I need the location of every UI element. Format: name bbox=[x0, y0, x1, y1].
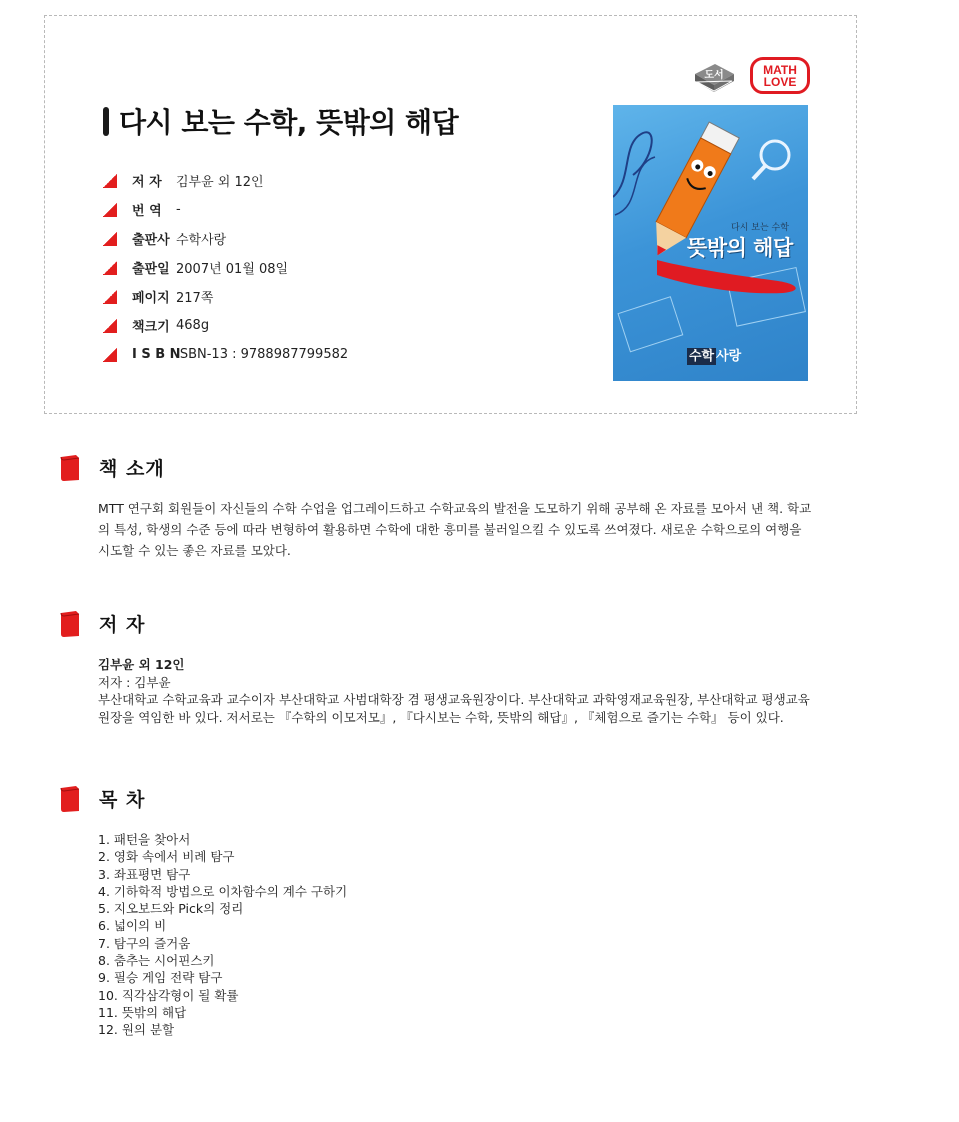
meta-row-date bbox=[103, 253, 348, 282]
red-book-icon bbox=[59, 611, 81, 637]
cover-publisher bbox=[687, 345, 741, 364]
title-bar bbox=[103, 107, 109, 136]
red-triangle-bullet-icon bbox=[103, 203, 117, 217]
red-book-icon bbox=[59, 786, 81, 812]
toc-item: 2. 영화 속에서 비례 탐구 bbox=[98, 849, 235, 865]
toc-list bbox=[98, 831, 347, 1039]
cover-title: 뜻밖의 해답 bbox=[687, 236, 793, 260]
meta-value: 2007년 01월 08일 bbox=[176, 262, 289, 277]
meta-value: ISBN-13 : 9788987799582 bbox=[176, 347, 349, 362]
meta-row-author bbox=[103, 166, 348, 195]
toc-item: 5. 지오보드와 Pick의 정리 bbox=[98, 901, 244, 917]
meta-value: 217쪽 bbox=[176, 291, 214, 306]
meta-label: 페이지 bbox=[132, 291, 170, 306]
red-triangle-bullet-icon bbox=[103, 232, 117, 246]
section-heading-toc: 목 차 bbox=[99, 789, 146, 811]
meta-value: - bbox=[176, 202, 181, 217]
red-book-icon bbox=[59, 455, 81, 481]
meta-label: 책크기 bbox=[132, 320, 170, 335]
math-love-logo bbox=[750, 57, 810, 94]
toc-item: 1. 패턴을 찾아서 bbox=[98, 832, 191, 847]
meta-row-publisher bbox=[103, 224, 348, 253]
book-cover-image bbox=[613, 105, 808, 381]
toc-item: 11. 뜻밖의 해답 bbox=[98, 1004, 187, 1020]
logo-line: MATH bbox=[763, 62, 797, 77]
meta-value: 김부윤 외 12인 bbox=[176, 175, 264, 190]
toc-item: 10. 직각삼각형이 될 확률 bbox=[98, 987, 239, 1003]
toc-item: 4. 기하학적 방법으로 이차함수의 계수 구하기 bbox=[98, 883, 348, 899]
red-triangle-bullet-icon bbox=[103, 174, 117, 188]
red-triangle-bullet-icon bbox=[103, 261, 117, 275]
book-info-box bbox=[44, 15, 857, 414]
book-title: 다시 보는 수학, 뜻밖의 해답 bbox=[119, 106, 459, 139]
meta-row-translator bbox=[103, 195, 348, 224]
logo-line: LOVE bbox=[763, 74, 797, 89]
toc-item: 6. 넓이의 비 bbox=[98, 918, 167, 934]
meta-label: 출판일 bbox=[132, 262, 170, 277]
meta-row-isbn bbox=[103, 340, 348, 369]
cover-publisher-part: 수학 bbox=[689, 349, 715, 364]
meta-label: 출판사 bbox=[132, 233, 170, 248]
book-title-wrap bbox=[103, 101, 458, 141]
toc-item: 3. 좌표평면 탐구 bbox=[98, 866, 191, 882]
cover-publisher-part: 사랑 bbox=[716, 349, 742, 364]
book-meta-list bbox=[103, 166, 348, 369]
meta-row-pages bbox=[103, 282, 348, 311]
red-triangle-bullet-icon bbox=[103, 290, 117, 304]
book-badge-label: 도서 bbox=[704, 70, 724, 81]
meta-value: 468g bbox=[176, 318, 210, 333]
meta-label: I S B N bbox=[132, 347, 181, 362]
author-line: 저자 : 김부윤 bbox=[98, 674, 171, 690]
meta-value: 수학사랑 bbox=[176, 233, 227, 248]
cover-subtitle: 다시 보는 수학 bbox=[731, 223, 789, 233]
meta-label: 저 자 bbox=[132, 175, 162, 190]
toc-item: 9. 필승 게임 전략 탐구 bbox=[98, 970, 223, 986]
intro-text: MTT 연구회 회원들이 자신들의 수학 수업을 업그레이드하고 수학교육의 발전을 도모하기 위해 공부해 온 자료를 모아서 낸 책. 학교의 특성, 학생의 수준 등에 따라 변형하여 활용하면 수학에 대한 흥미를 불러일으킬 수 있도록 쓰여졌다. 새로운 수학으로의 여행을 시도할 수 있는 좋은 자료를 모았다. bbox=[98, 501, 812, 558]
author-block bbox=[98, 656, 814, 726]
toc-item: 7. 탐구의 즐거움 bbox=[98, 935, 191, 951]
book-category-icon bbox=[691, 58, 737, 98]
author-name: 김부윤 외 12인 bbox=[98, 657, 185, 672]
red-triangle-bullet-icon bbox=[103, 319, 117, 333]
red-triangle-bullet-icon bbox=[103, 348, 117, 362]
section-heading-intro: 책 소개 bbox=[99, 458, 165, 480]
toc-item: 8. 춤추는 시어핀스키 bbox=[98, 953, 215, 969]
section-heading-author: 저 자 bbox=[99, 614, 146, 636]
meta-row-size bbox=[103, 311, 348, 340]
author-bio: 부산대학교 수학교육과 교수이자 부산대학교 사범대학장 겸 평생교육원장이다. 부산대학교 과학영재교육원장, 부산대학교 평생교육원장을 역임한 바 있다. 저서로는 『수학의 이모저모』, 『다시보는 수학, 뜻밖의 해답』, 『체험으로 즐기는 수학』 등이 있다. bbox=[98, 692, 810, 725]
meta-label: 번 역 bbox=[132, 204, 162, 219]
toc-item: 12. 원의 분할 bbox=[98, 1022, 175, 1038]
